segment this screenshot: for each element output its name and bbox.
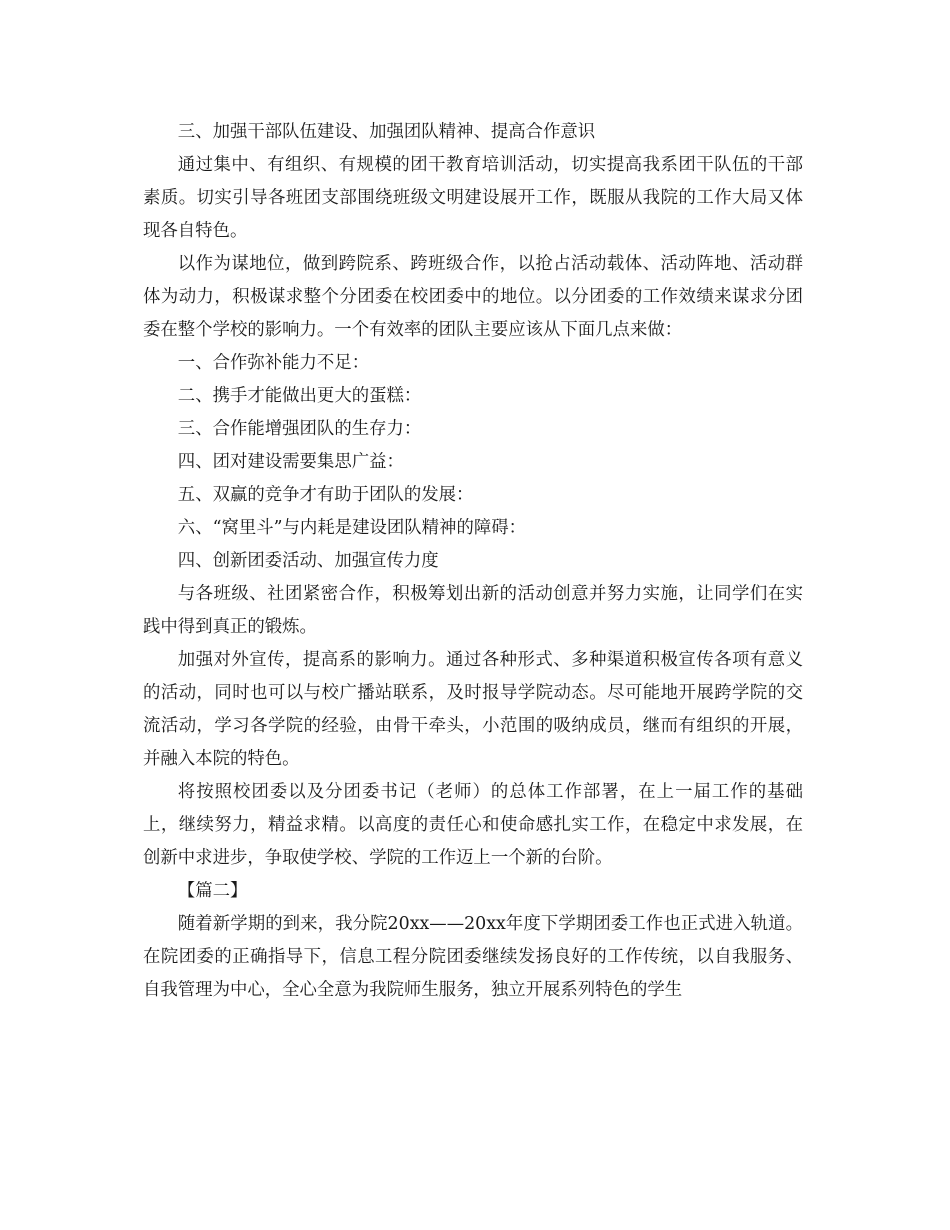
list-item: 四、团对建设需要集思广益： xyxy=(177,452,404,472)
paragraph-work-plan: 将按照校团委以及分团委书记（老师）的总体工作部署，在上一届工作的基础上，继续努力，精益求精。以高度的责任心和使命感扎实工作，在稳定中求发展，在创新中求进步，争取使学校、学院的工作迈上一个新的台阶。 xyxy=(143,782,803,868)
list-item: 一、合作弥补能力不足： xyxy=(177,353,370,373)
heading-part-two: 【篇二】 xyxy=(177,881,248,901)
list-item: 六、“窝里斗”与内耗是建设团队精神的障碍： xyxy=(177,518,527,538)
paragraph-class-cooperation: 与各班级、社团紧密合作，积极筹划出新的活动创意并努力实施，让同学们在实践中得到真正的锻炼。 xyxy=(143,584,803,637)
heading-section-four: 四、创新团委活动、加强宣传力度 xyxy=(177,551,439,571)
paragraph-new-semester: 随着新学期的到来，我分院20xx——20xx年度下学期团委工作也正式进入轨道。在院团委的正确指导下，信息工程分院团委继续发扬良好的工作传统，以自我服务、自我管理为中心，全心全意为我院师生服务，独立开展系列特色的学生 xyxy=(143,914,803,1000)
paragraph-cooperation: 以作为谋地位，做到跨院系、跨班级合作，以抢占活动载体、活动阵地、活动群体为动力，积极谋求整个分团委在校团委中的地位。以分团委的工作效绩来谋求分团委在整个学校的影响力。一个有效率的团队主要应该从下面几点来做： xyxy=(143,254,803,340)
list-item: 二、携手才能做出更大的蛋糕： xyxy=(177,386,422,406)
paragraph-publicity: 加强对外宣传，提高系的影响力。通过各种形式、多种渠道积极宣传各项有意义的活动，同时也可以与校广播站联系，及时报导学院动态。尽可能地开展跨学院的交流活动，学习各学院的经验，由骨干牵头，小范围的吸纳成员，继而有组织的开展，并融入本院的特色。 xyxy=(143,650,803,769)
list-item: 五、双赢的竞争才有助于团队的发展： xyxy=(177,485,474,505)
document-body xyxy=(143,116,803,1007)
list-item: 三、合作能增强团队的生存力： xyxy=(177,419,422,439)
paragraph-cadre-training: 通过集中、有组织、有规模的团干教育培训活动，切实提高我系团干队伍的干部素质。切实引导各班团支部围绕班级文明建设展开工作，既服从我院的工作大局又体现各自特色。 xyxy=(143,155,803,241)
heading-section-three: 三、加强干部队伍建设、加强团队精神、提高合作意识 xyxy=(177,122,596,142)
